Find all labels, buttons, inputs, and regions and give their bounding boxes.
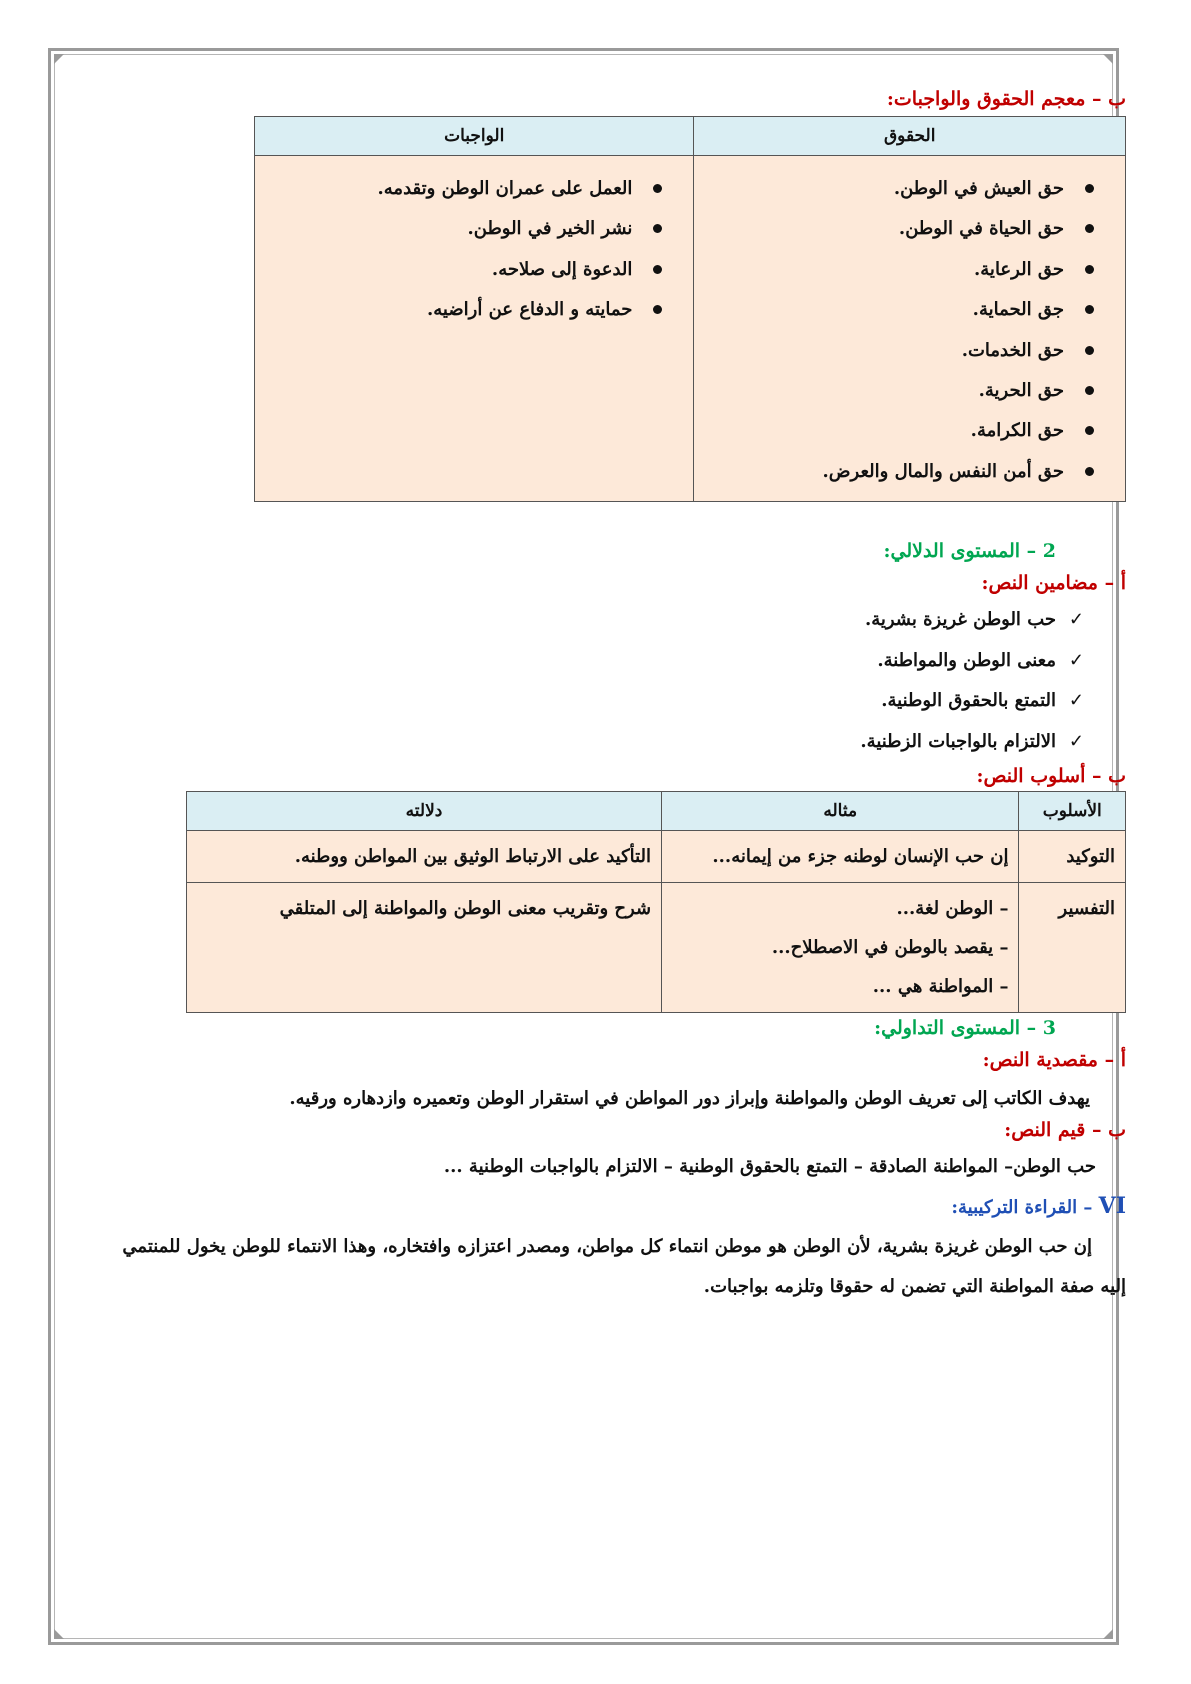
- duties-cell: [255, 156, 694, 502]
- document-content: [90, 88, 1126, 1303]
- synthesis-number: VI: [1098, 1192, 1126, 1219]
- list-item: حق العيش في الوطن.: [695, 169, 1094, 209]
- example-cell: – الوطن لغة... – يقصد بالوطن في الاصطلاح... – المواطنة هي ...: [662, 882, 1019, 1012]
- meaning-cell: شرح وتقريب معنى الوطن والمواطنة إلى المتلقي: [187, 882, 662, 1012]
- rights-cell: [694, 156, 1126, 502]
- rights-duties-table: [254, 116, 1126, 502]
- list-item: حق الحياة في الوطن.: [695, 209, 1094, 249]
- style-cell: التوكيد: [1019, 830, 1126, 882]
- checkmark-icon: ✓: [1068, 731, 1084, 753]
- synthesis-line-1: إن حب الوطن غريزة بشرية، لأن الوطن هو موطن انتماء كل مواطن، ومصدر اعتزازه وافتخاره، وهذا الانتماء للوطن يخول للمنتمي: [122, 1235, 1092, 1257]
- style-cell: التفسير: [1019, 882, 1126, 1012]
- list-item: حق الرعاية.: [695, 250, 1094, 290]
- list-item: جق الحماية.: [695, 290, 1094, 330]
- example-cell: إن حب الإنسان لوطنه جزء من إيمانه...: [662, 830, 1019, 882]
- semantic-level-heading: [90, 540, 1126, 562]
- values-heading: ب – قيم النص:: [1004, 1118, 1126, 1141]
- semantic-level-title: – المستوى الدلالي:: [883, 540, 1037, 563]
- pragmatic-level-number: 3: [1042, 1016, 1056, 1039]
- semantic-level-number: 2: [1042, 540, 1056, 563]
- list-item: حق الحرية.: [695, 371, 1094, 411]
- checkmark-icon: ✓: [1068, 649, 1084, 671]
- list-item: ✓التمتع بالحقوق الوطنية.: [90, 681, 1084, 722]
- contents-heading: أ – مضامين النص:: [981, 572, 1126, 595]
- col-style-header: الأسلوب: [1019, 791, 1126, 830]
- values-text: حب الوطن– المواطنة الصادقة – التمتع بالحقوق الوطنية – الالتزام بالواجبات الوطنية ...: [443, 1155, 1096, 1177]
- checkmark-icon: ✓: [1068, 690, 1084, 712]
- list-item: نشر الخير في الوطن.: [256, 209, 662, 249]
- col-rights-header: الحقوق: [694, 117, 1126, 156]
- contents-checklist: [90, 600, 1126, 762]
- checkmark-icon: ✓: [1068, 609, 1084, 631]
- list-item: حمايته و الدفاع عن أراضيه.: [256, 290, 662, 330]
- synthesis-title: – القراءة التركيبية:: [951, 1196, 1093, 1218]
- table-row: [187, 882, 1126, 1012]
- col-meaning-header: دلالته: [187, 791, 662, 830]
- intent-heading: أ – مقصدية النص:: [982, 1048, 1126, 1071]
- list-item: الدعوة إلى صلاحه.: [256, 250, 662, 290]
- list-item: ✓حب الوطن غريزة بشرية.: [90, 600, 1084, 641]
- list-item: ✓معنى الوطن والمواطنة.: [90, 641, 1084, 682]
- list-item: العمل على عمران الوطن وتقدمه.: [256, 169, 662, 209]
- style-heading: ب – أسلوب النص:: [976, 764, 1126, 787]
- synthesis-line-2: إليه صفة المواطنة التي تضمن له حقوقا وتلزمه بواجبات.: [703, 1275, 1126, 1297]
- pragmatic-level-title: – المستوى التداولي:: [874, 1016, 1037, 1039]
- list-item: حق الكرامة.: [695, 411, 1094, 451]
- meaning-cell: التأكيد على الارتباط الوثيق بين المواطن ووطنه.: [187, 830, 662, 882]
- intent-text: يهدف الكاتب إلى تعريف الوطن والمواطنة وإبراز دور المواطن في استقرار الوطن وتعميره وازدهاره ورقيه.: [289, 1087, 1090, 1109]
- col-duties-header: الواجبات: [255, 117, 694, 156]
- duties-list: [256, 157, 692, 339]
- rights-list: [695, 157, 1124, 500]
- list-item: حق أمن النفس والمال والعرض.: [695, 452, 1094, 492]
- list-item: حق الخدمات.: [695, 331, 1094, 371]
- synthesis-heading: [90, 1193, 1126, 1219]
- style-table: [186, 791, 1126, 1013]
- pragmatic-level-heading: [90, 1017, 1126, 1039]
- list-item: ✓الالتزام بالواجبات الزطنية.: [90, 722, 1084, 763]
- lexicon-heading: ب – معجم الحقوق والواجبات:: [886, 88, 1126, 110]
- col-example-header: مثاله: [662, 791, 1019, 830]
- table-row: [187, 830, 1126, 882]
